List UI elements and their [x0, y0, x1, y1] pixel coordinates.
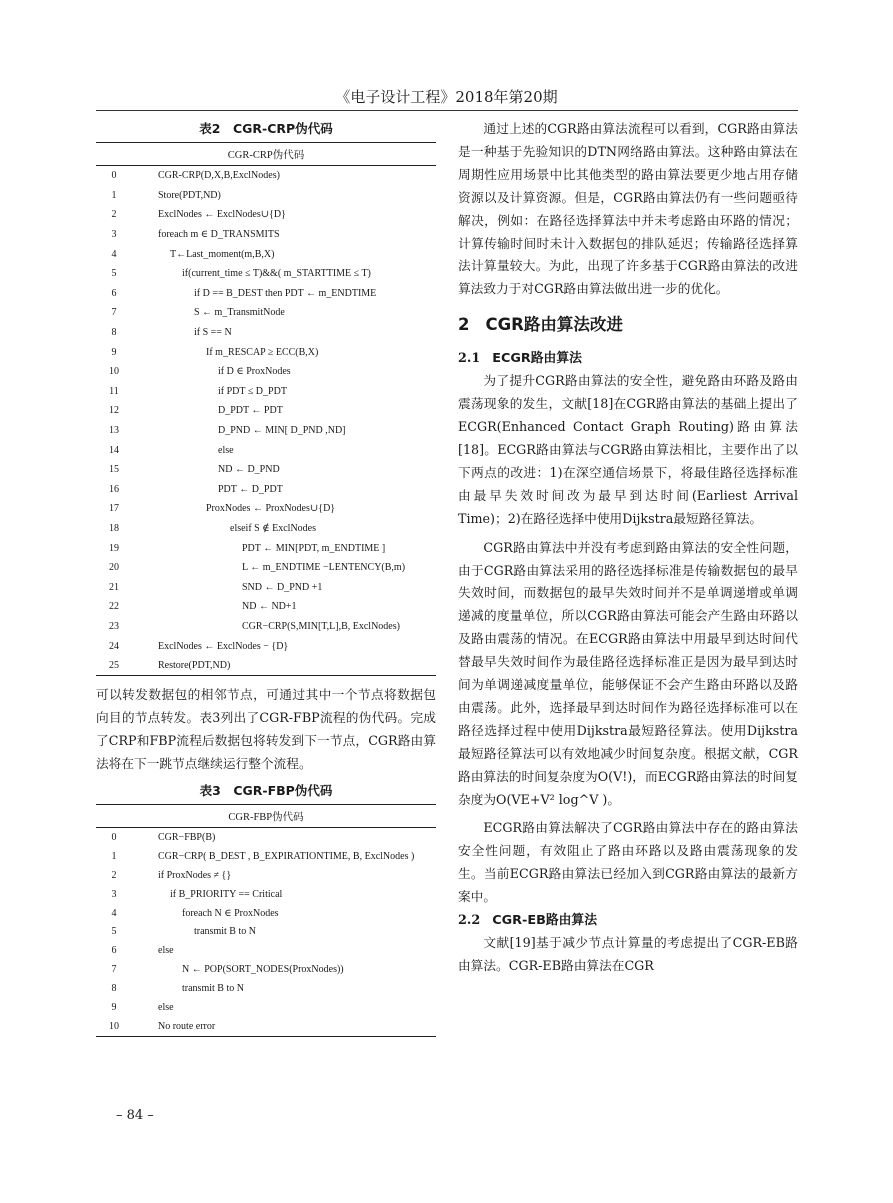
- paragraph-5: 文献[19]基于减少节点计算量的考虑提出了CGR-EB路由算法。CGR-EB路由算法在CGR: [458, 935, 798, 973]
- header-rule: [96, 110, 798, 111]
- code-line: [96, 382, 436, 402]
- code-text: ND ← D_PND: [218, 464, 280, 476]
- code-line: [96, 828, 436, 847]
- line-number: 6: [111, 287, 117, 299]
- line-number: 0: [111, 832, 117, 843]
- line-number: 13: [109, 425, 119, 437]
- code-line: [96, 499, 436, 519]
- code-line: [96, 904, 436, 923]
- code-line: [96, 538, 436, 558]
- code-text: CGR−CRP(S,MIN[T,L],B, ExclNodes): [242, 620, 400, 632]
- section-title: CGR路由算法改进: [485, 315, 623, 335]
- code-line: [96, 617, 436, 637]
- line-number: 20: [109, 562, 119, 574]
- line-number: 5: [111, 926, 117, 938]
- line-number: 23: [109, 620, 119, 632]
- code-text: ExclNodes ← ExclNodes − {D}: [158, 640, 289, 652]
- paragraph-4: ECGR路由算法解决了CGR路由算法中存在的路由算法安全性问题，有效阻止了路由环路以及路由震荡现象的发生。当前ECGR路由算法已经加入到CGR路由算法的最新方案中。: [458, 820, 798, 905]
- line-number: 1: [111, 850, 117, 862]
- left-column: [96, 118, 436, 1037]
- code-text: if ProxNodes ≠ {}: [158, 869, 232, 881]
- right-column: [458, 118, 798, 978]
- code-line: [96, 656, 436, 676]
- subsection-number: 2.2: [458, 913, 481, 929]
- code-line: [96, 847, 436, 866]
- subsection-2-1-heading: [458, 347, 798, 370]
- code-text: ExclNodes ← ExclNodes∪{D}: [158, 209, 286, 221]
- code-line: [96, 186, 436, 206]
- code-text: T←Last_moment(m,B,X): [170, 248, 275, 260]
- code-line: [96, 998, 436, 1017]
- line-number: 3: [111, 229, 117, 241]
- page-number: – 84 –: [116, 1108, 154, 1123]
- subsection-2-2-heading: [458, 909, 798, 932]
- section-2-heading: [458, 313, 798, 337]
- line-number: 14: [109, 444, 119, 456]
- line-number: 9: [111, 346, 117, 358]
- line-number: 8: [111, 983, 117, 995]
- code-text: ND ← ND+1: [242, 601, 297, 613]
- code-line: [96, 979, 436, 998]
- line-number: 12: [109, 405, 119, 417]
- line-number: 16: [109, 483, 119, 495]
- code-line: [96, 941, 436, 960]
- code-text: D_PND ← MIN[ D_PND ,ND]: [218, 425, 346, 437]
- code-text: L ← m_ENDTIME −LENTENCY(B,m): [242, 562, 406, 574]
- code-text: if D ∈ ProxNodes: [218, 366, 291, 378]
- line-number: 7: [111, 307, 117, 319]
- code-text: Store(PDT,ND): [158, 189, 221, 201]
- code-text: CGR−CRP( B_DEST , B_EXPIRATIONTIME, B, ExclNodes ): [158, 850, 415, 862]
- code-text: CGR-CRP(D,X,B,ExclNodes): [158, 170, 280, 182]
- code-line: [96, 519, 436, 539]
- line-number: 4: [111, 907, 117, 919]
- code-line: [96, 303, 436, 323]
- code-text: else: [158, 945, 174, 957]
- code-line: [96, 284, 436, 304]
- code-line: [96, 401, 436, 421]
- code-text: S ← m_TransmitNode: [194, 307, 285, 319]
- section-number: 2: [458, 315, 470, 335]
- table3-header: CGR-FBP伪代码: [96, 805, 436, 828]
- code-text: if D == B_DEST then PDT ← m_ENDTIME: [194, 287, 377, 299]
- paragraph-1: 通过上述的CGR路由算法流程可以看到，CGR路由算法是一种基于先验知识的DTN网络路由算法。这种路由算法在周期性应用场景中比其他类型的路由算法要更少地占用存储资源以及计算资源。但是，CGR路由算法仍有一些问题亟待解决，例如：在路径选择算法中并未考虑路由环路的情况；计算传输时间时未计入数据包的排队延迟；传输路径选择算法计算量较大。为此，出现了许多基于CGR路由算法的改进算法致力于对CGR路由算法做出进一步的优化。: [458, 121, 798, 297]
- line-number: 22: [109, 601, 119, 613]
- line-number: 7: [111, 964, 117, 976]
- code-text: if S == N: [194, 327, 232, 339]
- line-number: 10: [109, 366, 119, 378]
- code-line: [96, 577, 436, 597]
- table2-header: CGR-CRP伪代码: [96, 143, 436, 166]
- code-line: [96, 264, 436, 284]
- line-number: 15: [109, 464, 119, 476]
- code-text: if B_PRIORITY == Critical: [170, 888, 283, 900]
- code-text: D_PDT ← PDT: [218, 405, 283, 417]
- code-text: No route error: [158, 1020, 216, 1032]
- left-paragraph: 可以转发数据包的相邻节点，可通过其中一个节点将数据包向目的节点转发。表3列出了CGR-FBP流程的伪代码。完成了CRP和FBP流程后数据包将转发到下一节点，CGR路由算法将在下一跳节点继续运行整个流程。: [96, 687, 436, 772]
- code-line: [96, 225, 436, 245]
- line-number: 18: [109, 522, 119, 534]
- code-text: N ← POP(SORT_NODES(ProxNodes)): [182, 964, 344, 976]
- code-line: [96, 421, 436, 441]
- line-number: 2: [111, 209, 117, 221]
- code-line: [96, 205, 436, 225]
- code-text: else: [218, 444, 234, 456]
- code-line: [96, 440, 436, 460]
- code-line: [96, 636, 436, 656]
- code-line: [96, 885, 436, 904]
- code-line: [96, 323, 436, 343]
- line-number: 0: [111, 170, 117, 182]
- code-text: if(current_time ≤ T)&&( m_STARTTIME ≤ T): [182, 268, 371, 280]
- code-text: Restore(PDT,ND): [158, 660, 231, 672]
- line-number: 4: [111, 248, 117, 260]
- line-number: 2: [111, 869, 117, 881]
- code-line: [96, 597, 436, 617]
- table2: [96, 142, 436, 676]
- table3: [96, 804, 436, 1037]
- code-line: [96, 1017, 436, 1036]
- code-text: PDT ← MIN[PDT, m_ENDTIME ]: [242, 542, 386, 554]
- line-number: 9: [111, 1002, 117, 1014]
- paragraph-3: CGR路由算法中并没有考虑到路由算法的安全性问题，由于CGR路由算法采用的路径选择标准是传输数据包的最早失效时间，而数据包的最早失效时间并不是单调递增或单调递减的度量单位，所以CGR路由算法可能会产生路由环路以及路由震荡的情况。在ECGR路由算法中用最早到达时间代替最早失效时间作为最佳路径选择标准正是因为最早到达时间为单调递减度量单位，能够保证不会产生路由环路以及路由震荡。此外，选择最早到达时间作为路径选择标准可以在路径选择过程中使用Dijkstra最短路径算法。使用Dijkstra最短路径算法可以有效地减少时间复杂度。根据文献，CGR路由算法的时间复杂度为O(V!)，而ECGR路由算法的时间复杂度为O(VE+V² log^V )。: [458, 539, 798, 807]
- code-line: [96, 480, 436, 500]
- code-text: transmit B to N: [182, 983, 244, 995]
- line-number: 1: [111, 189, 117, 201]
- code-line: [96, 923, 436, 942]
- code-line: [96, 866, 436, 885]
- paragraph-2: 为了提升CGR路由算法的安全性，避免路由环路及路由震荡现象的发生，文献[18]在CGR路由算法的基础上提出了ECGR(Enhanced Contact Graph Routing)路由算法[18]。ECGR路由算法与CGR路由算法相比，主要作出了以下两点的改进：1)在深空通信场景下，将最佳路径选择标准由最早失效时间改为最早到达时间(Earliest Arrival Time)；2)在路径选择中使用Dijkstra最短路径算法。: [458, 373, 798, 526]
- code-text: If m_RESCAP ≥ ECC(B,X): [206, 346, 319, 358]
- code-line: [96, 960, 436, 979]
- code-line: [96, 244, 436, 264]
- line-number: 24: [109, 640, 119, 652]
- subsection-number: 2.1: [458, 351, 481, 367]
- code-line: [96, 460, 436, 480]
- code-line: [96, 558, 436, 578]
- code-text: PDT ← D_PDT: [218, 483, 283, 495]
- code-line: [96, 166, 436, 186]
- table3-caption: 表3 CGR-FBP伪代码: [199, 783, 333, 799]
- line-number: 19: [109, 542, 119, 554]
- line-number: 10: [109, 1020, 119, 1032]
- code-text: else: [158, 1002, 174, 1014]
- code-line: [96, 342, 436, 362]
- code-text: foreach N ∈ ProxNodes: [182, 907, 279, 919]
- line-number: 8: [111, 327, 117, 339]
- line-number: 25: [109, 660, 119, 672]
- line-number: 17: [109, 503, 119, 515]
- journal-header: 《电子设计工程》2018年第20期: [335, 88, 558, 106]
- table2-caption: 表2 CGR-CRP伪代码: [199, 121, 333, 136]
- subsection-title: CGR-EB路由算法: [492, 913, 598, 929]
- line-number: 6: [111, 945, 117, 957]
- line-number: 3: [111, 888, 117, 900]
- code-text: elseif S ∉ ExclNodes: [230, 522, 316, 534]
- code-text: CGR−FBP(B): [158, 832, 216, 843]
- line-number: 5: [111, 268, 117, 280]
- code-text: ProxNodes ← ProxNodes∪{D}: [206, 503, 336, 515]
- subsection-title: ECGR路由算法: [492, 351, 582, 367]
- code-line: [96, 362, 436, 382]
- code-text: foreach m ∈ D_TRANSMITS: [158, 229, 280, 241]
- code-text: transmit B to N: [194, 926, 256, 938]
- line-number: 21: [109, 581, 119, 593]
- line-number: 11: [109, 385, 119, 397]
- code-text: SND ← D_PND +1: [242, 581, 323, 593]
- code-text: if PDT ≤ D_PDT: [218, 385, 287, 397]
